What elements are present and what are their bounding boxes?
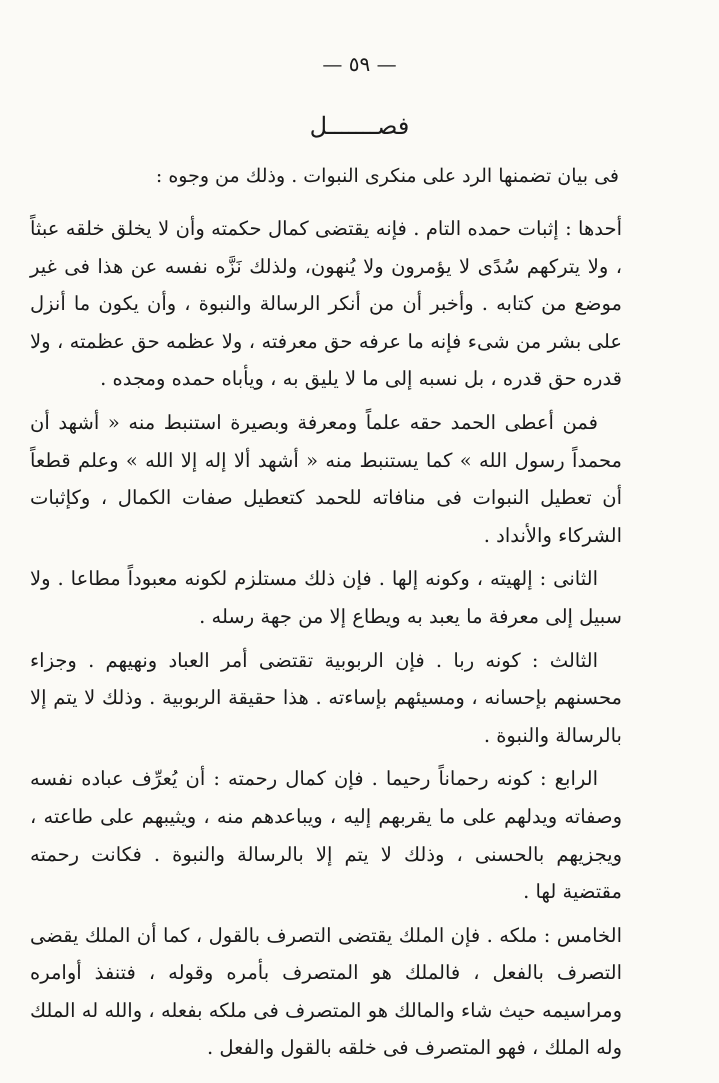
paragraph-fifth-aspect: الخامس : ملكه . فإن الملك يقتضى التصرف بالقول ، كما أن الملك يقضى التصرف بالفعل ، فالملك هو المتصرف بأمره وقوله ، فتنفذ أوامره ومراسيمه حيث شاء والمالك هو المتصرف فى ملكه بفعله ، والله له الملك وله الملك ، فهو المتصرف فى خلقه بالقول والفعل . bbox=[30, 923, 622, 1060]
paragraph-fourth-aspect: الرابع : كونه رحماناً رحيما . فإن كمال رحمته : أن يُعرِّف عباده نفسه وصفاته ويدلهم على ما يقربهم إليه ، ويباعدهم منه ، ويثيبهم على طاعته ، ويجزيهم بالحسنى ، وذلك لا يتم إلا بالرسالة والنبوة . فكانت رحمته مقتضية لها . bbox=[30, 767, 622, 904]
paragraph-second-aspect: الثانى : إلهيته ، وكونه إلها . فإن ذلك مستلزم لكونه معبوداً مطاعا . ولا سبيل إلى معرفة ما يعبد به ويطاع إلا من جهة رسله . bbox=[30, 567, 622, 628]
paragraph-praise: فمن أعطى الحمد حقه علماً ومعرفة وبصيرة استنبط منه « أشهد أن محمداً رسول الله » كما يستنبط منه « أشهد ألا إله إلا الله » وعلم قطعاً أن تعطيل النبوات فى منافاته للحمد كتعطيل صفات الكمال ، وكإثبات الشركاء والأنداد . bbox=[30, 410, 622, 547]
page-number: — ٥٩ — bbox=[322, 52, 397, 76]
paragraph-third-aspect: الثالث : كونه ربا . فإن الربوبية تقتضى أمر العباد ونهيهم . وجزاء محسنهم بإحسانه ، ومسيئهم بإساءته . هذا حقيقة الربوبية . وذلك لا يتم إلا بالرسالة والنبوة . bbox=[30, 648, 622, 747]
paragraph-first-aspect: أحدها : إثبات حمده التام . فإنه يقتضى كمال حكمته وأن لا يخلق خلقه عبثاً ، ولا يتركهم سُدًى لا يؤمرون ولا يُنهون، ولذلك نَزَّه نفسه عن هذا فى غير موضع من كتابه . وأخبر أن من أنكر الرسالة والنبوة ، وأن يكون ما أنزل على بشر من شىء فإنه ما عرفه حق معرفته ، ولا عظمه حق عظمته ، ولا قدره حق قدره ، بل نسبه إلى ما لا يليق به ، ويأباه حمده ومجده . bbox=[30, 217, 622, 391]
chapter-intro: فى بيان تضمنها الرد على منكرى النبوات . وذلك من وجوه : bbox=[155, 165, 619, 187]
chapter-title: فصـــــــل bbox=[309, 112, 410, 140]
body-text bbox=[30, 210, 622, 1073]
